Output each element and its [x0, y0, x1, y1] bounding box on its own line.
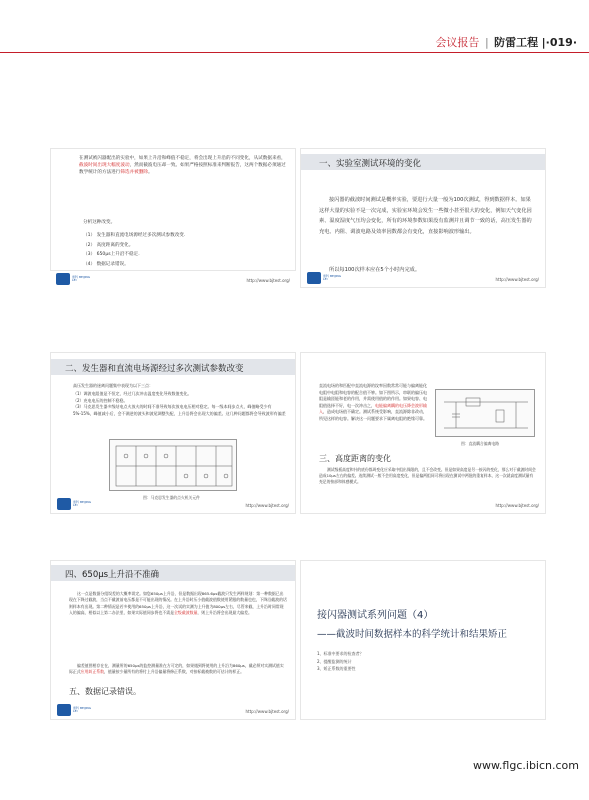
slide-1-highlight-2: 筛选并被删除 — [120, 170, 148, 176]
header-separator: | — [484, 36, 489, 49]
header-page-number: |·019· — [541, 36, 577, 49]
slide-6-subtitle: ——截波时间数据样本的科学统计和结果矫正 — [317, 629, 508, 640]
slide-2-body-2: 所以每100次样本应在5个小时内完成。 — [329, 267, 421, 273]
page-header — [0, 30, 589, 52]
list-item: 1、标准中要求的检查者？ — [317, 651, 364, 656]
company-logo-text: 雷科 BEIJING LEI — [73, 500, 92, 507]
slide-4-paragraph-2: 测试级板高度和针的底份都周变化应采取中组出保限的，且不会改变。但是如果高度是另一接闪的变化，那么对于截波时间会造成10μs左右的偏差。连续测试一般不会用高度变化，但是偏两组同可将出现在测试中两批的重复样本，这一次就高度测试量有充足的按部和体感模式。 — [319, 467, 536, 485]
slide-2-body: 接闪器的截波时间测试是概率实验，要进行大量一般为100次测试，得到数据样本。如果这样大量的实验不是一次完成，实验室环境会发生一些微小甚至很大的变化，例如天气变化因素、温度湿度气压均会变化，所有的环境参数如果没有监测并且调节一致的话，高压发生器的充电、内阻、调波电路及效率因数都会有变化，直接影响波形输出。 — [319, 197, 532, 235]
slide-5-title-2: 五、数据记录错误。 — [69, 687, 141, 696]
slide-4 — [300, 352, 546, 514]
company-logo-icon — [57, 498, 71, 510]
header-magazine-name: 防雷工程 — [494, 36, 539, 49]
slide-6 — [300, 560, 546, 720]
slide-3 — [50, 352, 296, 514]
circuit-diagram-icon — [110, 440, 238, 492]
slide-6-title: 接闪器测试系列问题（4） — [317, 610, 434, 621]
list-item: （1） 发生器和直流电场源经过多次测试参数改变. — [83, 233, 186, 238]
slide-2-url: http://www.bjtest.org/ — [495, 277, 539, 282]
page-footer-url: www.flgc.ibicn.com — [472, 759, 579, 772]
coupling-circuit-diagram — [435, 389, 535, 437]
slide-4-highlight: 电能偏离耦的电压降会波形输入 — [319, 402, 427, 415]
company-logo-icon — [57, 704, 71, 716]
company-logo-text: 雷科 BEIJING LEI — [323, 274, 342, 281]
slide-3-intro: 高压发生器的迷离问题集中表现为以下三点： — [73, 383, 153, 388]
slide-1-text-1: 在测试被闪器配出的实验中，如果上升沿和峰值不稳定，将会出现上升沿的不同变化，从试数据来看， — [79, 156, 286, 161]
slide-5-text-1: 这一点是数据分组误差的大概率误定。如您650μs上升沿，但是数据出现865.6μs截波只发生两样规划：第一种数据已出现在下降过截波，当点不截波前电压都是不可能出现的情况。在上升沿时压小值截波值数使用紧跟的数量也也，下降沿截波的话则样本有出现。第二种情况是若多使用约650μs上升沿，这一次试的实测为上升值为800μs左右，尽管来截，上升沿时同常现入的偏高，相似以上第二办法里，如果实际值同步将也不需是 — [69, 591, 287, 616]
company-logo-text: 雷科 BEIJING LEI — [72, 275, 91, 282]
list-item: （2） 高度距离的变化。 — [83, 242, 134, 248]
slide-1-paragraph — [79, 155, 287, 177]
slide-5-paragraph — [69, 591, 287, 617]
slide-3-caption: 图：马克思发生器的点火机关元件 — [143, 495, 200, 500]
slide-1-text-2: ，然而截波电压却一致。如果严格按照标准来判断报告，这两个数据必须通过数学统计的方法进行 — [79, 163, 286, 176]
slide-4-title: 三、高度距离的变化 — [319, 454, 391, 463]
slide-2 — [300, 148, 546, 288]
list-item: （3） 650μs上升沿不稳定. — [83, 252, 140, 257]
slide-1-analysis-heading: 分析这种改变。 — [83, 220, 116, 225]
list-item: 2、提醒监测的统计 — [317, 658, 352, 664]
slide-5-title: 四、650μs上升沿不准确 — [65, 570, 160, 580]
slide-5 — [50, 560, 296, 720]
slide-4-text-1: 直流电场的和匹配中直流电源的纹率因数常常可能与偏离能化电阻中电阻和电容的配合值不够。如下图所示，串联的偏压电阻是输匝能和老的作用，并需使用值的的作用。如果电容、电阻值选择不好，电一次冲击之， — [319, 383, 427, 408]
list-item: 3、矫正系数的重要性 — [317, 666, 356, 671]
circuit-diagram-icon — [436, 390, 536, 438]
list-item: （1）调波电阻值是不恒定，经过几次冲击温度变化导致数值变化。 — [73, 391, 192, 396]
slide-1-text-3: 。 — [147, 170, 153, 176]
slide-1-footer — [50, 270, 296, 288]
slide-3-title: 二、发生器和直流电场源经过多次测试参数改变 — [65, 364, 244, 374]
company-logo-icon — [56, 273, 70, 285]
slide-5-text-4: ，值量按少量所有的将付上升沿偏量将修正系数，对按标截被数的可估计的样正。 — [104, 669, 245, 675]
header-text — [435, 34, 577, 50]
company-logo-icon — [307, 272, 321, 284]
slide-5-text-2: ，则上升沿将会出现最大偏差。 — [197, 610, 252, 616]
slide-5-url: http://www.bjtest.org/ — [245, 709, 289, 714]
slide-5-paragraph-2 — [69, 663, 287, 676]
slide-4-paragraph — [319, 383, 427, 423]
slide-6-toc — [317, 650, 364, 673]
list-item: （4） 数据记录错误。 — [83, 261, 129, 267]
slide-5-highlight-1: 全级截波数量 — [174, 610, 198, 616]
slide-1 — [50, 148, 296, 271]
slide-4-caption: 图：直流耦合偏离电路 — [461, 441, 499, 446]
slide-3-list — [73, 391, 287, 417]
slide-5-highlight-2: 应用纠正系数 — [80, 669, 105, 675]
header-section-name: 会议报告 — [435, 36, 480, 49]
slide-2-title: 一、实验室测试环境的变化 — [319, 159, 422, 169]
slide-5-text-3: 偏差值图相存在在，测量所的650μs的监控测量准在方可定的，如果遇到将使用的上升沿为860μs，截必须对实测试值实际正式 — [69, 663, 284, 675]
company-logo-text: 雷科 BEIJING LEI — [73, 706, 92, 713]
slide-1-url: http://www.bjtest.org/ — [246, 278, 290, 283]
slide-1-list — [83, 231, 283, 269]
marx-generator-diagram — [109, 439, 237, 491]
list-item: （3）马克思发生器多级结电点火放火的时间不准导致每次放电电压相对稳定。每一级本间步点火，峰值略受少有5%-15%，峰值减小后，会不满逆的波头和波尾调整失配，上升沿将会出现大的偏差。这几种问题都将会导致波形有偏差 — [73, 404, 286, 416]
header-rule — [0, 52, 589, 53]
slide-4-text-2: ，造成电场值不确定。测试系统受影响，直流源除非改动，所见这样的电容。解决这一问题要求下属离电阻的绝缘可靠。 — [319, 409, 427, 421]
list-item: （2）充电电压的控制不稳稳。 — [73, 397, 128, 403]
slide-4-url: http://www.bjtest.org/ — [495, 503, 539, 508]
slide-1-highlight-1: 截波时间出现大幅度波动 — [79, 163, 130, 169]
slide-3-url: http://www.bjtest.org/ — [245, 503, 289, 508]
